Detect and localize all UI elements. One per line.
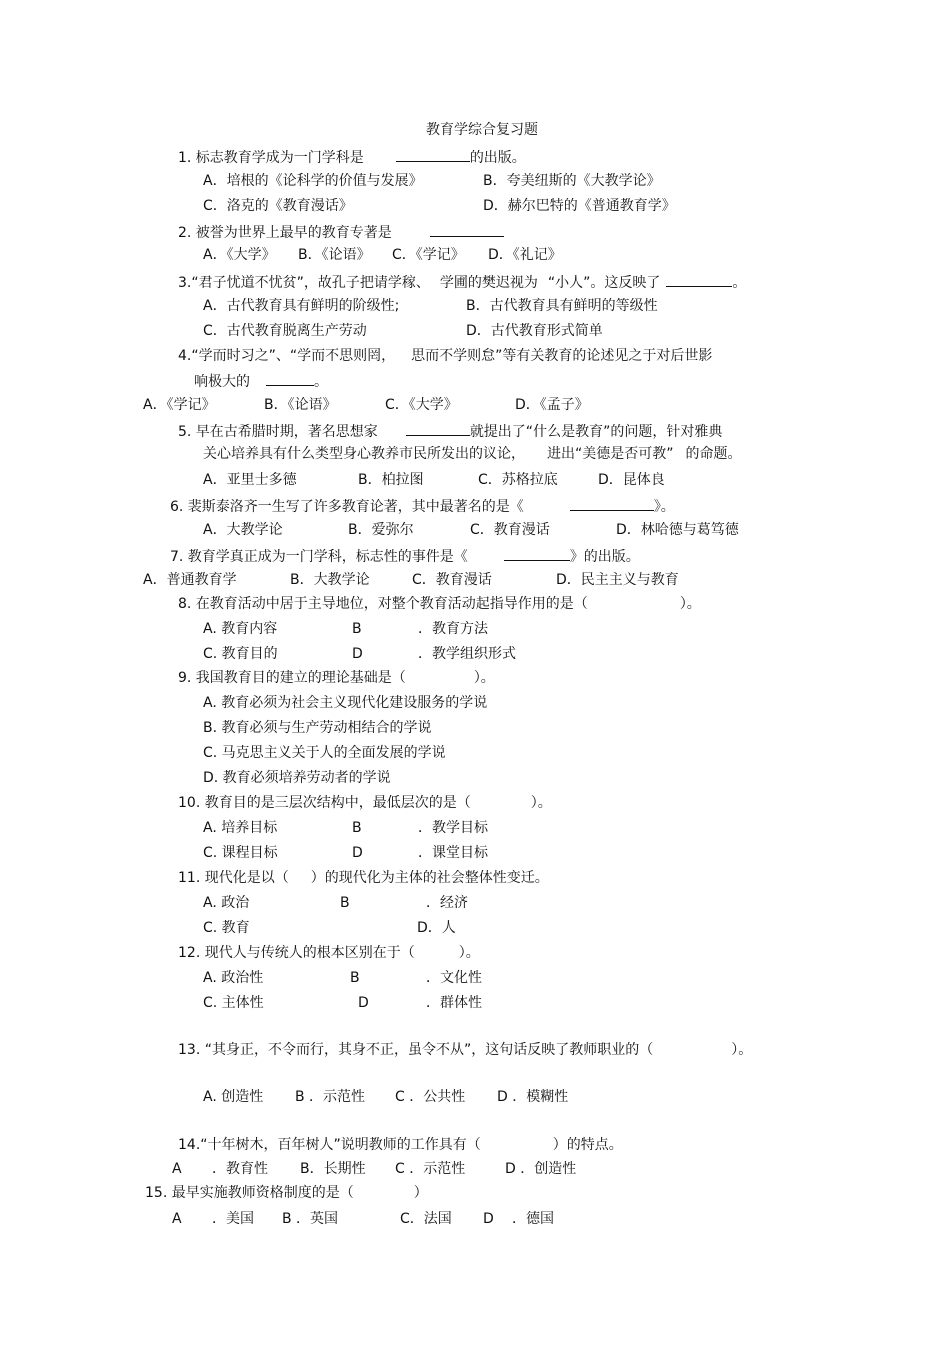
question-15-option-a-letter: A bbox=[172, 1211, 182, 1227]
question-3-option-d: D．古代教育形式简单 bbox=[466, 323, 603, 339]
answer-blank bbox=[504, 546, 570, 561]
question-10-option-d-letter: D bbox=[352, 845, 363, 861]
question-6-option-d: D．林哈德与葛笃德 bbox=[616, 522, 739, 538]
question-7-option-b: B．大教学论 bbox=[290, 572, 370, 588]
question-12-option-c: C. 主体性 bbox=[203, 995, 264, 1011]
question-13-option-a: A. 创造性 bbox=[203, 1089, 264, 1105]
question-14-stem: 14.“十年树木，百年树人”说明教师的工作具有（ ）的特点。 bbox=[178, 1137, 623, 1153]
question-11-option-d: D．人 bbox=[417, 920, 456, 936]
question-8-option-b: ．教育方法 bbox=[418, 621, 488, 637]
question-2-option-d: D．《礼记》 bbox=[488, 247, 562, 263]
question-10-option-b-letter: B bbox=[352, 820, 362, 836]
question-13-stem: 13. “其身正，不令而行，其身不正，虽令不从”，这句话反映了教师职业的（ ）。 bbox=[178, 1042, 753, 1058]
question-8-option-c: C. 教育目的 bbox=[203, 646, 278, 662]
question-11-option-c: C. 教育 bbox=[203, 920, 250, 936]
question-10-stem: 10. 教育目的是三层次结构中，最低层次的是（ ）。 bbox=[178, 795, 552, 811]
question-3-option-b: B．古代教育具有鲜明的等级性 bbox=[466, 298, 658, 314]
question-10-option-d: ．课堂目标 bbox=[418, 845, 488, 861]
question-5-option-a: A．亚里士多德 bbox=[203, 472, 297, 488]
question-6-option-b: B．爱弥尔 bbox=[348, 522, 414, 538]
question-7-option-d: D．民主主义与教育 bbox=[556, 572, 679, 588]
answer-blank bbox=[396, 147, 470, 162]
question-14-option-a-letter: A bbox=[172, 1161, 182, 1177]
question-12-option-d-letter: D bbox=[358, 995, 369, 1011]
question-14-option-c: C ．示范性 bbox=[395, 1161, 466, 1177]
question-4-option-b: B．《论语》 bbox=[264, 397, 337, 413]
question-12-option-b-letter: B bbox=[350, 970, 360, 986]
answer-blank bbox=[666, 272, 732, 287]
question-9-option-a: A. 教育必须为社会主义现代化建设服务的学说 bbox=[203, 695, 488, 711]
question-15-option-d: ．德国 bbox=[512, 1211, 554, 1227]
question-2-option-c: C．《学记》 bbox=[392, 247, 465, 263]
answer-blank bbox=[570, 496, 654, 511]
question-5-option-d: D．昆体良 bbox=[598, 472, 665, 488]
question-8-stem: 8. 在教育活动中居于主导地位，对整个教育活动起指导作用的是（ ）。 bbox=[178, 596, 701, 612]
question-11-option-b: ．经济 bbox=[426, 895, 468, 911]
question-4-option-d: D．《孟子》 bbox=[515, 397, 589, 413]
question-4-stem: 4.“学而时习之”、“学而不思则罔， 思而不学则怠”等有关教育的论述见之于对后世影 bbox=[178, 348, 713, 364]
answer-blank bbox=[430, 222, 504, 237]
question-11-option-b-letter: B bbox=[340, 895, 350, 911]
question-4-stem-continued: 响极大的 。 bbox=[194, 371, 328, 391]
question-7-stem: 7. 教育学真正成为一门学科，标志性的事件是《 》的出版。 bbox=[170, 546, 640, 566]
page-title: 教育学综合复习题 bbox=[426, 122, 538, 138]
question-3-option-c: C．古代教育脱离生产劳动 bbox=[203, 323, 367, 339]
question-13-option-b: B ．示范性 bbox=[295, 1089, 366, 1105]
question-10-option-c: C. 课程目标 bbox=[203, 845, 278, 861]
question-11-stem: 11. 现代化是以（ ）的现代化为主体的社会整体性变迁。 bbox=[178, 870, 549, 886]
question-10-option-a: A. 培养目标 bbox=[203, 820, 278, 836]
answer-blank bbox=[406, 421, 470, 436]
question-9-option-c: C. 马克思主义关于人的全面发展的学说 bbox=[203, 745, 446, 761]
question-1-option-d: D．赫尔巴特的《普通教育学》 bbox=[483, 198, 676, 214]
question-14-option-d: D ．创造性 bbox=[505, 1161, 577, 1177]
question-5-option-b: B．柏拉图 bbox=[358, 472, 424, 488]
question-15-option-a: ．美国 bbox=[212, 1211, 254, 1227]
question-8-option-a: A. 教育内容 bbox=[203, 621, 278, 637]
question-9-option-d: D. 教育必须培养劳动者的学说 bbox=[203, 770, 391, 786]
question-15-stem: 15. 最早实施教师资格制度的是（ ） bbox=[145, 1185, 428, 1201]
question-1-option-a: A．培根的《论科学的价值与发展》 bbox=[203, 173, 423, 189]
question-12-option-d: ．群体性 bbox=[426, 995, 482, 1011]
question-2-stem: 2. 被誉为世界上最早的教育专著是 bbox=[178, 222, 504, 242]
question-1-option-c: C．洛克的《教育漫话》 bbox=[203, 198, 353, 214]
question-5-stem: 5. 早在古希腊时期，著名思想家 就提出了“什么是教育”的问题，针对雅典 bbox=[178, 421, 722, 441]
question-12-stem: 12. 现代人与传统人的根本区别在于（ ）。 bbox=[178, 945, 480, 961]
question-1-stem: 1. 标志教育学成为一门学科是 的出版。 bbox=[178, 147, 526, 167]
question-5-stem-continued: 关心培养具有什么类型身心教养市民所发出的议论， 进出“美德是否可教” 的命题。 bbox=[203, 446, 742, 462]
question-12-option-a: A. 政治性 bbox=[203, 970, 264, 986]
question-15-option-d-letter: D bbox=[483, 1211, 494, 1227]
question-5-option-c: C．苏格拉底 bbox=[478, 472, 558, 488]
question-12-option-b: ．文化性 bbox=[426, 970, 482, 986]
question-9-option-b: B. 教育必须与生产劳动相结合的学说 bbox=[203, 720, 432, 736]
question-15-option-b: B ．英国 bbox=[282, 1211, 339, 1227]
question-9-stem: 9. 我国教育目的建立的理论基础是（ ）。 bbox=[178, 670, 495, 686]
question-10-option-b: ．教学目标 bbox=[418, 820, 488, 836]
question-8-option-b-letter: B bbox=[352, 621, 362, 637]
question-6-option-c: C．教育漫话 bbox=[470, 522, 550, 538]
question-14-option-a: ．教育性 bbox=[212, 1161, 268, 1177]
question-4-option-c: C．《大学》 bbox=[385, 397, 458, 413]
question-13-option-c: C ．公共性 bbox=[395, 1089, 466, 1105]
question-2-option-a: A．《大学》 bbox=[203, 247, 276, 263]
answer-blank bbox=[266, 371, 314, 386]
question-13-option-d: D ．模糊性 bbox=[497, 1089, 569, 1105]
question-6-stem: 6. 裴斯泰洛齐一生写了许多教育论著，其中最著名的是《 》。 bbox=[170, 496, 675, 516]
question-1-option-b: B．夸美纽斯的《大教学论》 bbox=[483, 173, 661, 189]
question-11-option-a: A. 政治 bbox=[203, 895, 250, 911]
question-6-option-a: A．大教学论 bbox=[203, 522, 283, 538]
question-8-option-d-letter: D bbox=[352, 646, 363, 662]
question-15-option-c: C．法国 bbox=[400, 1211, 452, 1227]
question-3-stem: 3.“君子忧道不忧贫”，故孔子把请学稼、 学圃的樊迟视为 “小人”。这反映了 。 bbox=[178, 272, 746, 292]
question-7-option-a: A．普通教育学 bbox=[143, 572, 237, 588]
question-4-option-a: A．《学记》 bbox=[143, 397, 216, 413]
question-3-option-a: A．古代教育具有鲜明的阶级性; bbox=[203, 298, 400, 314]
question-2-option-b: B．《论语》 bbox=[298, 247, 371, 263]
question-14-option-b: B．长期性 bbox=[300, 1161, 366, 1177]
question-8-option-d: ．教学组织形式 bbox=[418, 646, 516, 662]
question-7-option-c: C．教育漫话 bbox=[412, 572, 492, 588]
